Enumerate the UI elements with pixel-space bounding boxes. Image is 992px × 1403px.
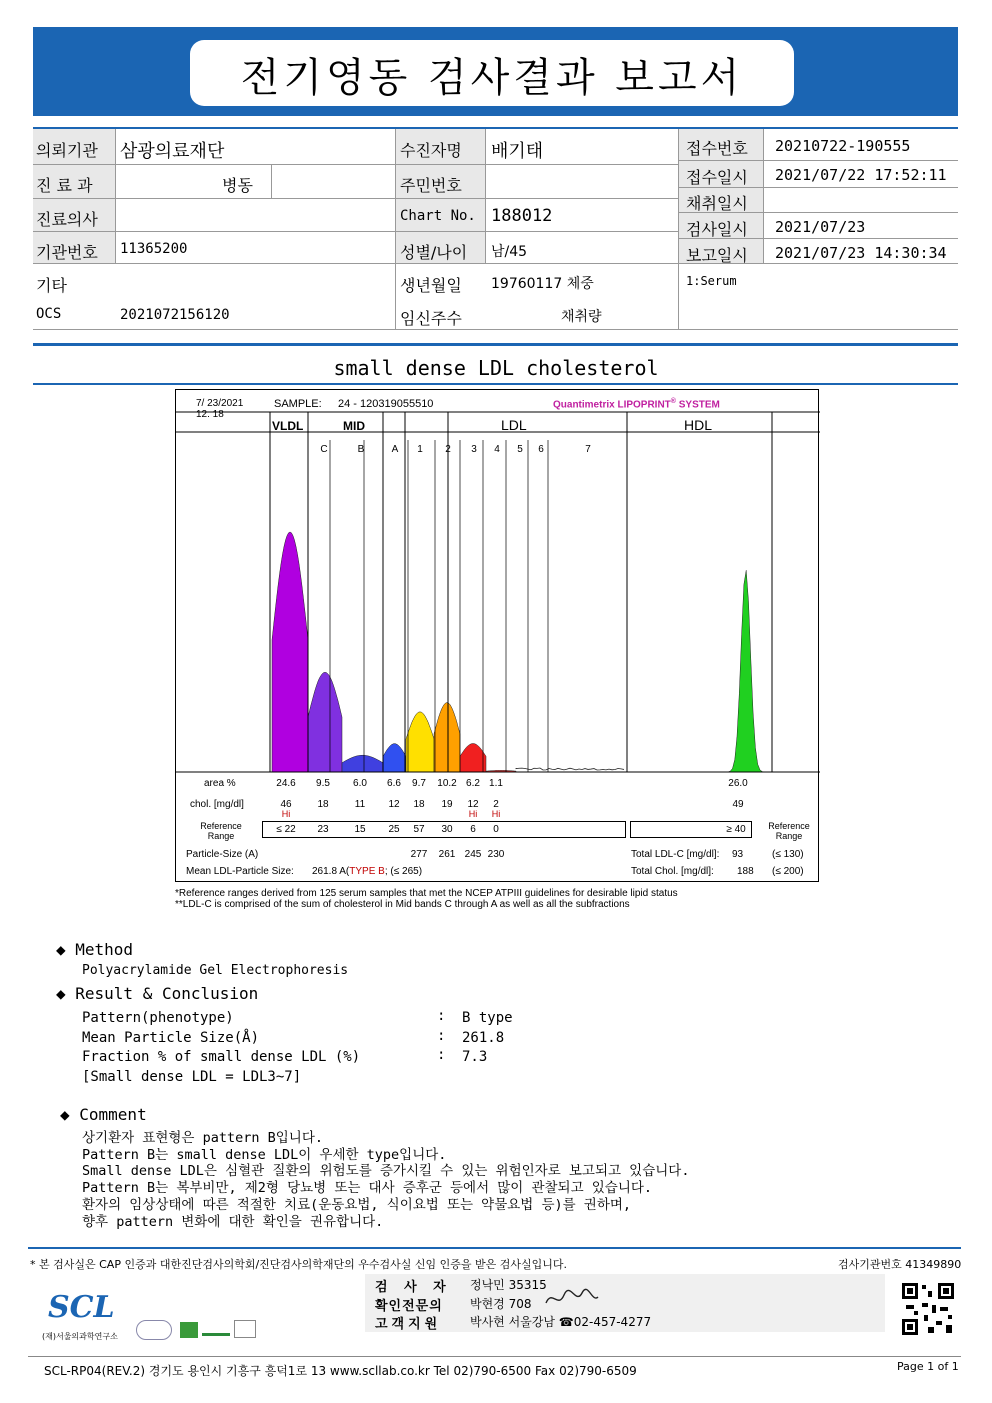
ref-value: 25: [388, 824, 400, 835]
area-value: 6.2: [466, 778, 480, 789]
method-text: Polyacrylamide Gel Electrophoresis: [82, 963, 349, 978]
label-ocs: OCS: [36, 306, 62, 322]
total-chol-value: 188: [737, 866, 754, 877]
chol-value: 12: [467, 799, 479, 810]
value-collection-volume: 채취량: [561, 309, 602, 325]
staff-name-support: 박사현 서울강남 ☎02-457-4277: [470, 1315, 652, 1329]
reference-box: [262, 821, 626, 838]
band-7: 7: [585, 444, 591, 455]
result-value-size: 261.8: [462, 1030, 505, 1046]
label-resident-no: 주민번호: [400, 176, 462, 195]
label-requesting-institution: 의뢰기관: [36, 141, 98, 160]
page-number: Page 1 of 1: [897, 1360, 959, 1373]
hi-flag: Hi: [491, 809, 501, 819]
value-report-date: 2021/07/23 14:30:34: [775, 244, 947, 262]
section-hdl: HDL: [684, 417, 713, 433]
label-etc: 기타: [36, 276, 67, 295]
total-ldl-value: 93: [732, 849, 744, 860]
cert-note: * 본 검사실은 CAP 인증과 대한진단검사의학회/진단검사의학재단의 우수검사실 신임 인증을 받은 검사실입니다.: [30, 1258, 568, 1271]
value-requesting-institution: 삼광의료재단: [120, 141, 225, 162]
staff-name-tester: 정낙민 35315: [470, 1278, 547, 1292]
ref-value: 23: [317, 824, 329, 835]
footnote-1: *Reference ranges derived from 125 serum samples that met the NCEP ATPIII guidelines for desirable lipid status: [175, 888, 678, 899]
value-chart-no: 188012: [491, 206, 553, 226]
baseline-tail: [516, 768, 624, 770]
comment-line: Pattern B는 small dense LDL이 우세한 type입니다.: [82, 1147, 447, 1163]
area-value: 9.5: [316, 778, 330, 789]
mid-a-fraction: [383, 744, 406, 772]
eqa-icon: [202, 1322, 230, 1336]
area-value: 1.1: [489, 778, 503, 789]
chol-value: 46: [280, 799, 292, 810]
hdl-ref-value: ≥ 40: [726, 824, 746, 835]
comment-line: 환자의 임상상태에 따른 적절한 치료(운동요법, 식이요법 또는 약물요법 등)를 권하며,: [82, 1197, 632, 1213]
band-5: 5: [517, 444, 523, 455]
band-1: 1: [417, 444, 423, 455]
hdl-area-value: 26.0: [728, 778, 748, 789]
result-note: [Small dense LDL = LDL3~7]: [82, 1069, 302, 1085]
label-receipt-date: 접수일시: [686, 168, 748, 187]
row-label-chol: chol. [mg/dl]: [190, 799, 244, 810]
row-label-mean: Mean LDL-Particle Size:: [186, 866, 294, 877]
particle-size-value: 261: [438, 849, 456, 860]
row-label-ref: Reference Range: [200, 821, 242, 841]
label-patient-name: 수진자명: [400, 141, 462, 160]
row-label-total-chol: Total Chol. [mg/dl]:: [631, 866, 714, 877]
staff-role-specialist: 확인전문의: [375, 1299, 443, 1314]
comment-line: 상기환자 표현형은 pattern B입니다.: [82, 1130, 323, 1146]
total-ldl-ref: (≤ 130): [772, 849, 804, 860]
value-test-date: 2021/07/23: [775, 218, 866, 236]
qr-code-icon: [900, 1281, 956, 1337]
mid-c-fraction: [308, 672, 342, 772]
lab-number: 검사기관번호 41349890: [838, 1258, 962, 1271]
label-birth-date: 생년월일: [400, 276, 462, 295]
ref-value: ≤ 22: [276, 824, 296, 835]
value-specimen: 1:Serum: [686, 274, 737, 288]
area-value: 24.6: [276, 778, 296, 789]
row-label-ref-right: Reference Range: [768, 821, 810, 841]
row-label-area: area %: [204, 778, 236, 789]
hi-flag: Hi: [468, 809, 478, 819]
band-3: 3: [471, 444, 477, 455]
ref-value: 0: [493, 824, 499, 835]
value-patient-name: 배기태: [491, 141, 544, 162]
page-title: 전기영동 검사결과 보고서: [240, 55, 744, 101]
sample-id: 24 - 120319055510: [338, 398, 434, 410]
footer-address: SCL-RP04(REV.2) 경기도 용인시 기흥구 흥덕1로 13 www.scllab.co.kr Tel 02)790-6500 Fax 02)790-6509: [44, 1364, 637, 1378]
value-receipt-date: 2021/07/22 17:52:11: [775, 166, 947, 184]
result-heading: ◆ Result & Conclusion: [56, 984, 259, 1003]
colon: :: [437, 1028, 446, 1044]
label-chart-no: Chart No.: [400, 208, 476, 224]
comment-heading: ◆ Comment: [60, 1105, 147, 1124]
area-value: 10.2: [437, 778, 457, 789]
comment-line: Small dense LDL은 심혈관 질환의 위험도를 증가시킬 수 있는 위험인자로 보고되고 있습니다.: [82, 1163, 690, 1179]
lab-cert-icon: [180, 1322, 198, 1338]
label-department: 진 료 과: [36, 176, 93, 195]
label-receipt-no: 접수번호: [686, 139, 748, 158]
row-label-particle: Particle-Size (A): [186, 849, 259, 860]
chart-time: 12: 18: [196, 409, 224, 420]
hi-flag: Hi: [281, 809, 291, 819]
value-institution-no: 11365200: [120, 241, 188, 257]
signature: [542, 1287, 602, 1311]
result-label-fraction: Fraction % of small dense LDL (%): [82, 1049, 361, 1065]
hdl-fraction: [721, 570, 776, 772]
band-6: 6: [538, 444, 544, 455]
value-sex-age: 남/45: [491, 244, 528, 260]
band-c: C: [320, 444, 328, 455]
chart-date: 7/ 23/2021: [196, 398, 244, 409]
chol-value: 18: [413, 799, 425, 810]
total-chol-ref: (≤ 200): [772, 866, 804, 877]
method-heading: ◆ Method: [56, 940, 134, 959]
staff-role-support: 고객지원: [375, 1317, 442, 1332]
label-sex-age: 성별/나이: [400, 243, 468, 262]
staff-name-specialist: 박현경 708: [470, 1297, 532, 1311]
ref-value: 30: [441, 824, 453, 835]
result-value-fraction: 7.3: [462, 1049, 488, 1065]
footnote-2: **LDL-C is comprised of the sum of cholesterol in Mid bands C through A as well as all the subfractions: [175, 899, 630, 910]
area-value: 6.6: [387, 778, 401, 789]
chol-value: 11: [354, 799, 366, 810]
label-institution-no: 기관번호: [36, 243, 98, 262]
area-value: 9.7: [412, 778, 426, 789]
hdl-reference-box: [630, 821, 752, 838]
band-b: B: [357, 444, 365, 455]
staff-role-tester: 검 사 자: [375, 1280, 452, 1295]
lipoprint-chart: [175, 389, 819, 882]
comment-line: Pattern B는 복부비만, 제2형 당뇨병 또는 대사 증후군 등에서 많이 관찰되고 있습니다.: [82, 1180, 653, 1196]
label-report-date: 보고일시: [686, 246, 748, 265]
vldl-fraction: [272, 532, 308, 772]
result-label-size: Mean Particle Size(Å): [82, 1030, 260, 1046]
curve-layer: [272, 532, 776, 772]
kslm-icon: [234, 1320, 256, 1338]
value-department: 병동: [222, 176, 253, 195]
row-label-total-ldl: Total LDL-C [mg/dl]:: [631, 849, 720, 860]
colon: :: [437, 1008, 446, 1024]
result-value-pattern: B type: [462, 1010, 513, 1026]
label-doctor: 진료의사: [36, 210, 98, 229]
hdl-chol-value: 49: [732, 799, 744, 810]
label-test-date: 검사일시: [686, 220, 748, 239]
band-a: A: [391, 444, 399, 455]
particle-size-value: 245: [464, 849, 482, 860]
mid-b-fraction: [342, 755, 383, 772]
value-receipt-no: 20210722-190555: [775, 137, 911, 155]
chol-value: 2: [493, 799, 499, 810]
label-collection-date: 채취일시: [686, 194, 748, 213]
scl-logo-subtitle: (재)서울의과학연구소: [42, 1332, 118, 1341]
sample-label: SAMPLE:: [274, 398, 322, 410]
colon: :: [437, 1047, 446, 1063]
value-birth-weight: 19760117 체중: [491, 276, 594, 292]
ldl3-fraction: [460, 744, 486, 773]
band-4: 4: [494, 444, 500, 455]
ref-value: 6: [470, 824, 476, 835]
particle-size-value: 230: [487, 849, 505, 860]
particle-size-value: 277: [410, 849, 428, 860]
chol-value: 18: [317, 799, 329, 810]
chol-value: 19: [441, 799, 453, 810]
chol-value: 12: [388, 799, 400, 810]
brand-label: Quantimetrix LIPOPRINT® SYSTEM: [553, 398, 720, 411]
section-mid: MID: [343, 419, 365, 433]
comment-line: 향후 pattern 변화에 대한 확인을 권유합니다.: [82, 1214, 384, 1230]
section-ldl: LDL: [501, 417, 527, 433]
cap-accredited-icon: [136, 1320, 172, 1340]
section-vldl: VLDL: [272, 419, 304, 433]
ldl1-fraction: [406, 712, 434, 772]
label-pregnancy-week: 임신주수: [400, 309, 462, 328]
scl-logo: SCL: [48, 1290, 115, 1325]
band-2: 2: [445, 444, 451, 455]
ref-value: 15: [354, 824, 366, 835]
ref-value: 57: [413, 824, 425, 835]
value-ocs: 2021072156120: [120, 307, 230, 323]
area-value: 6.0: [353, 778, 367, 789]
ldl2-fraction: [434, 703, 460, 772]
section-title: small dense LDL cholesterol: [333, 356, 659, 380]
mean-size-value: 261.8 A(TYPE B; (≤ 265): [312, 866, 423, 877]
result-label-pattern: Pattern(phenotype): [82, 1010, 234, 1026]
